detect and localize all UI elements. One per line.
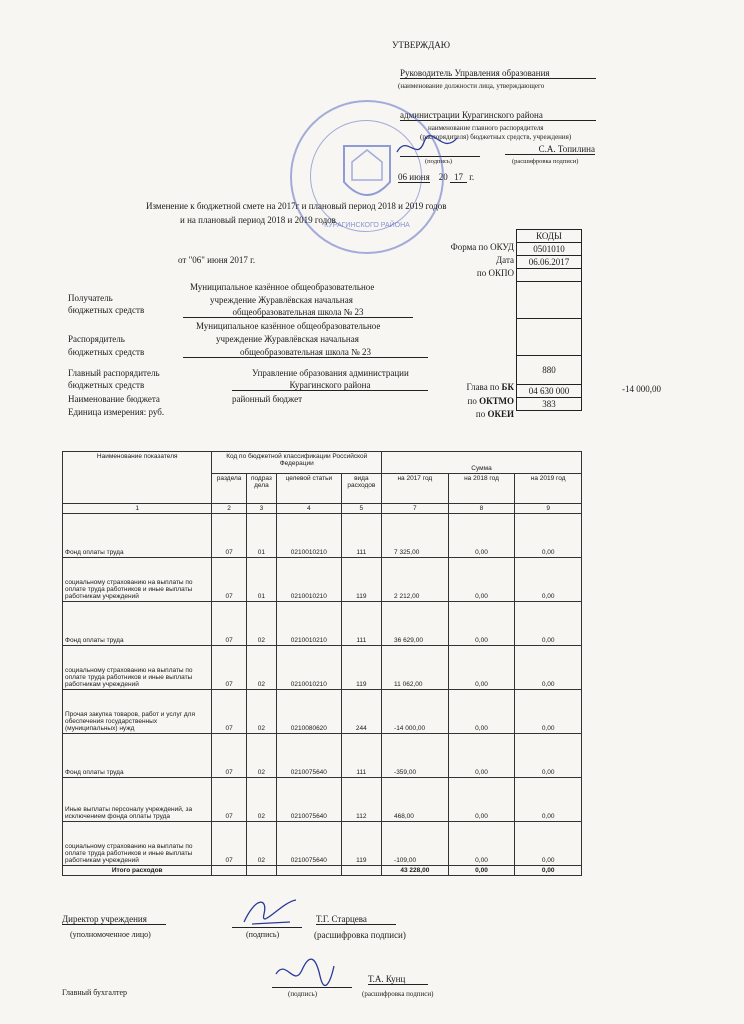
cell-2017: -109,00 xyxy=(382,822,449,866)
glava-label xyxy=(467,382,514,392)
doc-title-line2: и на плановый период 2018 и 2019 годов xyxy=(180,215,336,225)
table-row xyxy=(63,646,582,690)
total-label: Итого расходов xyxy=(63,866,212,876)
cell-2017: -14 000,00 xyxy=(382,690,449,734)
cell-2019: 0,00 xyxy=(515,778,582,822)
table-row xyxy=(63,558,582,602)
cell-target: 0210075640 xyxy=(277,734,342,778)
oktmo-label-bold: ОКТМО xyxy=(479,396,514,406)
cell-2017: 36 629,00 xyxy=(382,602,449,646)
cell-2019: 0,00 xyxy=(515,734,582,778)
cell-2018: 0,00 xyxy=(448,734,515,778)
cell-razdel: 07 xyxy=(212,734,246,778)
cell-podrazdel: 02 xyxy=(246,646,276,690)
cell-2018: 0,00 xyxy=(448,778,515,822)
approve-date-day: 06 июня xyxy=(398,172,430,182)
manager-line1: Муниципальное казённое общеобразовательное xyxy=(196,321,381,331)
table-row xyxy=(63,822,582,866)
col-num-5: 5 xyxy=(341,504,381,514)
oktmo-value: 04 630 000 xyxy=(517,385,582,398)
col-header-target: целевой статьи xyxy=(277,474,342,504)
table-row xyxy=(63,778,582,822)
total-2019: 0,00 xyxy=(515,866,582,876)
approver-position: Руководитель Управления образования xyxy=(400,68,596,79)
glava-label-prefix: Глава по xyxy=(466,382,502,392)
cell-target: 0210010210 xyxy=(277,514,342,558)
total-empty-3 xyxy=(277,866,342,876)
cell-target: 0210010210 xyxy=(277,602,342,646)
okei-value: 383 xyxy=(517,398,582,411)
cell-podrazdel: 02 xyxy=(246,690,276,734)
cell-2019: 0,00 xyxy=(515,822,582,866)
cell-2018: 0,00 xyxy=(448,602,515,646)
cell-vid: 111 xyxy=(341,734,381,778)
cell-2017: -359,00 xyxy=(382,734,449,778)
side-amount: -14 000,00 xyxy=(622,384,661,394)
col-header-sum: Сумма xyxy=(382,452,582,474)
okei-label xyxy=(476,409,514,419)
codes-header: КОДЫ xyxy=(517,230,582,243)
approver-org-caption-1: наименование главного распорядителя xyxy=(428,124,544,132)
cell-razdel: 07 xyxy=(212,514,246,558)
col-num-2: 2 xyxy=(212,504,246,514)
cell-2019: 0,00 xyxy=(515,558,582,602)
accountant-sign-line xyxy=(272,986,352,988)
cell-razdel: 07 xyxy=(212,690,246,734)
cell-name: Иные выплаты персоналу учреждений, за исключением фонда оплаты труда xyxy=(63,778,212,822)
glava-label-bold: БК xyxy=(501,382,514,392)
cell-target: 0210010210 xyxy=(277,646,342,690)
total-empty-2 xyxy=(246,866,276,876)
manager-line2: учреждение Журавлёвская начальная xyxy=(216,334,359,344)
cell-target: 0210080620 xyxy=(277,690,342,734)
cell-vid: 244 xyxy=(341,690,381,734)
chief-label-1: Главный распорядитель xyxy=(68,368,160,378)
accountant-decode-caption: (расшифровка подписи) xyxy=(362,990,434,998)
stamp-emblem-icon xyxy=(340,142,394,208)
okud-label: Форма по ОКУД xyxy=(450,242,514,252)
date-label: Дата xyxy=(496,255,514,265)
director-decode-caption: (расшифровка подписи) xyxy=(314,930,406,940)
total-2017: 43 228,00 xyxy=(382,866,449,876)
recipient-line3: общеобразовательная школа № 23 xyxy=(183,307,413,318)
manager-label-2: бюджетных средств xyxy=(68,347,145,357)
director-sign-caption: (подпись) xyxy=(246,930,280,939)
approve-date-year: 17 xyxy=(450,172,467,183)
recipient-line1: Муниципальное казённое общеобразовательное xyxy=(190,282,375,292)
cell-2017: 468,00 xyxy=(382,778,449,822)
cell-2017: 2 212,00 xyxy=(382,558,449,602)
okud-value: 0501010 xyxy=(517,243,582,256)
chief-line1: Управление образования администрации xyxy=(252,368,409,378)
cell-name: Фонд оплаты труда xyxy=(63,734,212,778)
table-row xyxy=(63,514,582,558)
chief-line2: Курагинского района xyxy=(232,380,428,391)
cell-2018: 0,00 xyxy=(448,514,515,558)
cell-target: 0210010210 xyxy=(277,558,342,602)
cell-target: 0210075640 xyxy=(277,778,342,822)
cell-name: социальному страхованию на выплаты по оплате труда работников и иные выплаты работникам учреждений xyxy=(63,646,212,690)
cell-2017: 7 325,00 xyxy=(382,514,449,558)
unit-label: Единица измерения: руб. xyxy=(68,407,165,417)
cell-2019: 0,00 xyxy=(515,646,582,690)
recipient-label-2: бюджетных средств xyxy=(68,305,145,315)
col-num-9: 9 xyxy=(515,504,582,514)
codes-table xyxy=(516,229,582,411)
cell-vid: 112 xyxy=(341,778,381,822)
approve-date-year-prefix: 20 xyxy=(438,172,448,182)
glava-value: 880 xyxy=(517,356,582,385)
director-label: Директор учреждения xyxy=(62,914,166,925)
budget-label: Наименование бюджета xyxy=(68,394,160,404)
approver-sign-caption: (подпись) xyxy=(425,158,452,165)
cell-name: социальному страхованию на выплаты по оплате труда работников и иные выплаты работникам учреждений xyxy=(63,822,212,866)
col-header-razdel: раздела xyxy=(212,474,246,504)
approver-signature-icon xyxy=(392,132,462,160)
manager-label-1: Распорядитель xyxy=(68,334,125,344)
col-header-2017: на 2017 год xyxy=(382,474,449,504)
col-num-7: 7 xyxy=(382,504,449,514)
cell-2019: 0,00 xyxy=(515,602,582,646)
cell-name: Фонд оплаты труда xyxy=(63,602,212,646)
oktmo-label xyxy=(468,396,514,406)
cell-2017: 11 062,00 xyxy=(382,646,449,690)
cell-name: социальному страхованию на выплаты по оплате труда работников и иные выплаты работникам учреждений xyxy=(63,558,212,602)
cell-vid: 119 xyxy=(341,646,381,690)
okei-label-bold: ОКЕИ xyxy=(487,409,514,419)
official-stamp xyxy=(290,100,444,254)
total-row xyxy=(63,866,582,876)
col-header-code: Код по бюджетной классификации Российской Федерации xyxy=(212,452,382,474)
okpo-value xyxy=(517,269,582,282)
cell-target: 0210075640 xyxy=(277,822,342,866)
total-empty-4 xyxy=(341,866,381,876)
director-caption: (уполномоченное лицо) xyxy=(70,930,151,939)
date-value: 06.06.2017 xyxy=(517,256,582,269)
budget-table xyxy=(62,451,582,876)
approver-decode-caption: (расшифровка подписи) xyxy=(512,158,579,165)
approver-org-caption-2: (распорядителя) бюджетных средств, учреждения) xyxy=(420,133,572,141)
total-2018: 0,00 xyxy=(448,866,515,876)
cell-razdel: 07 xyxy=(212,778,246,822)
cell-podrazdel: 02 xyxy=(246,778,276,822)
cell-vid: 119 xyxy=(341,558,381,602)
col-header-name: Наименование показателя xyxy=(63,452,212,504)
stamp-text: КУРАГИНСКОГО РАЙОНА xyxy=(324,222,410,229)
total-empty-1 xyxy=(212,866,246,876)
cell-podrazdel: 02 xyxy=(246,822,276,866)
col-num-3: 3 xyxy=(246,504,276,514)
chief-label-2: бюджетных средств xyxy=(68,380,145,390)
director-name: Т.Г. Старцева xyxy=(316,914,396,925)
manager-line3: общеобразовательная школа № 23 xyxy=(183,347,428,358)
col-num-4: 4 xyxy=(277,504,342,514)
cell-razdel: 07 xyxy=(212,602,246,646)
accountant-name: Т.А. Кунц xyxy=(368,974,428,985)
approve-date-suffix: г. xyxy=(469,172,475,182)
budget-value: районный бюджет xyxy=(232,394,303,404)
approve-title: УТВЕРЖДАЮ xyxy=(392,40,451,50)
okpo-label: по ОКПО xyxy=(476,268,514,278)
table-row xyxy=(63,734,582,778)
col-header-2019: на 2019 год xyxy=(515,474,582,504)
col-num-8: 8 xyxy=(448,504,515,514)
approver-position-caption: (наименование должности лица, утверждающего xyxy=(398,82,545,90)
doc-title-line1: Изменение к бюджетной смете на 2017г и плановый период 2018 и 2019 годов xyxy=(146,201,447,211)
cell-name: Прочая закупка товаров, работ и услуг для обеспечения государственных (муниципальных) нужд xyxy=(63,690,212,734)
recipient-line2: учреждение Журавлёвская начальная xyxy=(210,295,353,305)
cell-vid: 111 xyxy=(341,602,381,646)
accountant-sign-caption: (подпись) xyxy=(288,990,318,998)
cell-2019: 0,00 xyxy=(515,514,582,558)
cell-razdel: 07 xyxy=(212,646,246,690)
col-number-row xyxy=(63,504,582,514)
cell-podrazdel: 01 xyxy=(246,514,276,558)
cell-2018: 0,00 xyxy=(448,646,515,690)
approver-org: администрации Курагинского района xyxy=(400,110,596,121)
cell-2018: 0,00 xyxy=(448,690,515,734)
recipient-label-1: Получатель xyxy=(68,293,113,303)
col-num-1: 1 xyxy=(63,504,212,514)
manager-code xyxy=(517,319,582,356)
recipient-code xyxy=(517,282,582,319)
accountant-label: Главный бухгалтер xyxy=(62,988,127,997)
cell-podrazdel: 01 xyxy=(246,558,276,602)
cell-2018: 0,00 xyxy=(448,558,515,602)
cell-vid: 111 xyxy=(341,514,381,558)
table-row xyxy=(63,690,582,734)
col-header-vid: вида расходов xyxy=(341,474,381,504)
table-row xyxy=(63,602,582,646)
cell-2018: 0,00 xyxy=(448,822,515,866)
col-header-podrazdel: подраз дела xyxy=(246,474,276,504)
cell-vid: 119 xyxy=(341,822,381,866)
col-header-2018: на 2018 год xyxy=(448,474,515,504)
cell-razdel: 07 xyxy=(212,558,246,602)
cell-2019: 0,00 xyxy=(515,690,582,734)
oktmo-label-prefix: по xyxy=(467,396,480,406)
approver-name: С.А. Топилина xyxy=(505,144,595,155)
cell-razdel: 07 xyxy=(212,822,246,866)
director-signature-icon xyxy=(238,892,302,932)
okei-label-prefix: по xyxy=(475,409,488,419)
doc-date: от "06" июня 2017 г. xyxy=(178,255,256,265)
cell-name: Фонд оплаты труда xyxy=(63,514,212,558)
cell-podrazdel: 02 xyxy=(246,602,276,646)
cell-podrazdel: 02 xyxy=(246,734,276,778)
